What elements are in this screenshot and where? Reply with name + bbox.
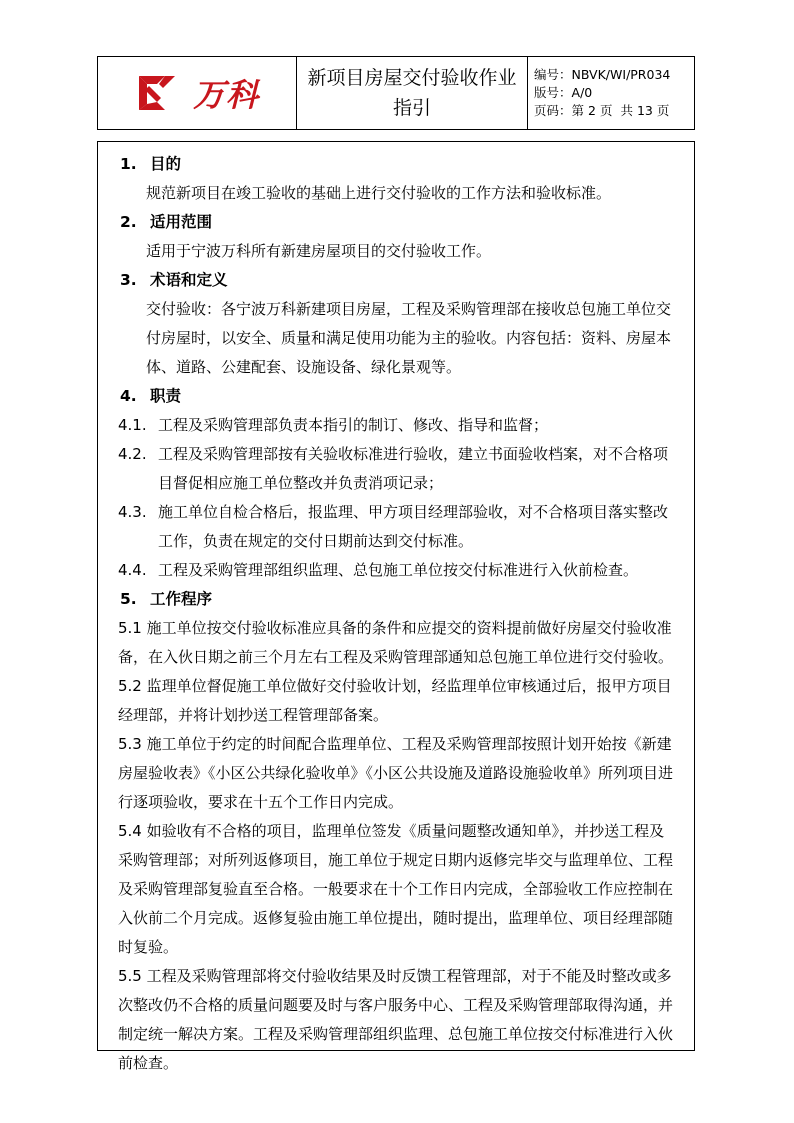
section-title: 目的 [150,155,182,173]
section-heading [118,150,678,179]
procedure-paragraph: 5.2 监理单位督促施工单位做好交付验收计划，经监理单位审核通过后，报甲方项目经理部，并将计划抄送工程管理部备案。 [118,677,672,724]
doc-number: NBVK/WI/PR034 [571,67,671,82]
page-suffix: 页 [656,103,670,118]
section-heading [118,382,678,411]
logo-wordmark: 万科 [192,76,259,114]
section-number: 4. [120,387,137,405]
section-title: 工作程序 [150,590,213,608]
document-header [97,56,695,130]
version-row [534,84,694,102]
section-heading [118,208,678,237]
document-meta [528,57,694,129]
page-prefix: 第 [571,103,585,118]
item-text: 工程及采购管理部负责本指引的制订、修改、指导和监督； [158,416,549,434]
page-row [534,102,694,120]
procedure-paragraph: 5.1 施工单位按交付验收标准应具备的条件和应提交的资料提前做好房屋交付验收准备，在入伙日期之前三个月左右工程及采购管理部通知总包施工单位进行交付验收。 [118,619,674,666]
document-body [97,141,695,1072]
section-title: 职责 [150,387,182,405]
vanke-logo-icon [135,72,191,114]
page-total: 13 [636,103,653,118]
list-item [118,498,678,556]
item-number: 4.2. [118,445,147,463]
section-number: 1. [120,155,137,173]
item-number: 4.1. [118,416,147,434]
item-text: 工程及采购管理部组织监理、总包施工单位按交付标准进行入伙前检查。 [158,561,639,579]
page-total-prefix: 共 [620,103,633,118]
item-number: 4.4. [118,561,147,579]
section-text: 交付验收：各宁波万科新建项目房屋，工程及采购管理部在接收总包施工单位交付房屋时，以安全、质量和满足使用功能为主的验收。内容包括：资料、房屋本体、道路、公建配套、设施设备、绿化景观等。 [146,300,672,376]
section-title: 适用范围 [150,213,213,231]
doc-number-label: 编号： [534,67,572,82]
procedure-paragraph: 5.5 工程及采购管理部将交付验收结果及时反馈工程管理部，对于不能及时整改或多次整改仍不合格的质量问题要及时与客户服务中心、工程及采购管理部取得沟通，并制定统一解决方案。工程及采购管理部组织监理、总包施工单位按交付标准进行入伙前检查。 [118,967,674,1072]
doc-number-row [534,66,694,84]
item-text: 施工单位自检合格后，报监理、甲方项目经理部验收，对不合格项目落实整改工作，负责在规定的交付日期前达到交付标准。 [158,503,669,550]
version-value: A/0 [571,85,593,100]
list-item [118,556,678,585]
page-label: 页码： [534,103,572,118]
item-number: 4.3. [118,503,147,521]
list-item [118,440,678,498]
page-current: 2 [588,103,596,118]
section-text: 规范新项目在竣工验收的基础上进行交付验收的工作方法和验收标准。 [146,184,612,202]
section-heading [118,266,678,295]
item-text: 工程及采购管理部按有关验收标准进行验收，建立书面验收档案，对不合格项目督促相应施工单位整改并负责消项记录； [158,445,669,492]
document-title: 新项目房屋交付验收作业指引 [297,57,528,129]
procedure-paragraph: 5.3 施工单位于约定的时间配合监理单位、工程及采购管理部按照计划开始按《新建房屋验收表》《小区公共绿化验收单》《小区公共设施及道路设施验收单》所列项目进行逐项验收，要求在十五个工作日内完成。 [118,735,674,811]
procedure-paragraph: 5.4 如验收有不合格的项目，监理单位签发《质量问题整改通知单》，并抄送工程及采购管理部；对所列返修项目，施工单位于规定日期内返修完毕交与监理单位、工程及采购管理部复验直至合格。一般要求在十个工作日内完成，全部验收工作应控制在入伙前二个月完成。返修复验由施工单位提出，随时提出，监理单位、项目经理部随时复验。 [118,822,674,956]
section-heading [118,585,678,614]
page-mid: 页 [599,103,613,118]
section-text: 适用于宁波万科所有新建房屋项目的交付验收工作。 [146,242,492,260]
version-label: 版号： [534,85,572,100]
list-item [118,411,678,440]
section-number: 3. [120,271,137,289]
section-number: 2. [120,213,137,231]
section-title: 术语和定义 [150,271,228,289]
company-logo [98,57,297,129]
section-number: 5. [120,590,137,608]
